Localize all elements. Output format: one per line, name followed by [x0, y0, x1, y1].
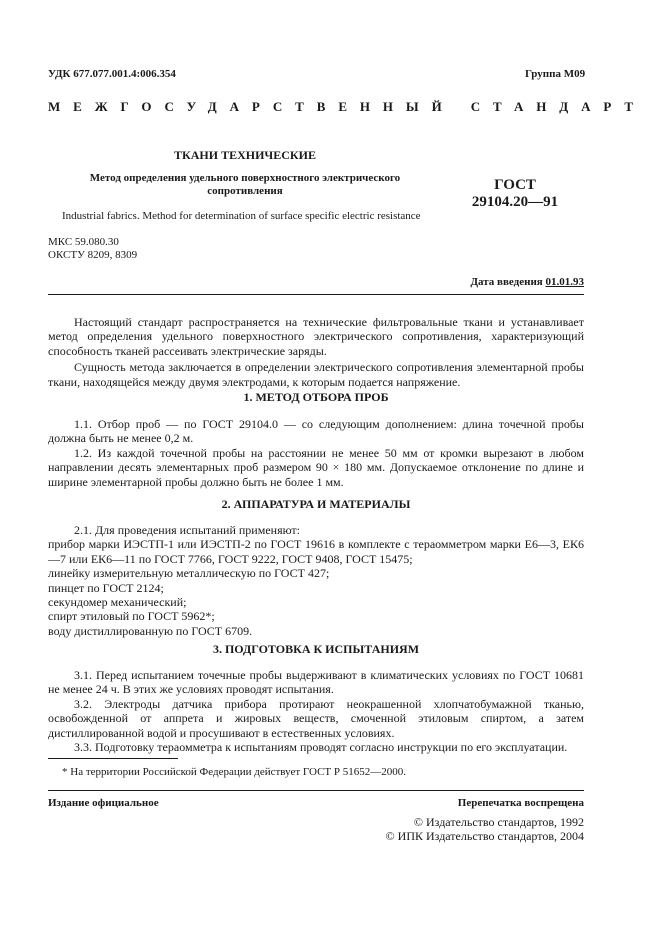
gost-number — [470, 177, 560, 211]
document-title: ТКАНИ ТЕХНИЧЕСКИЕ — [174, 148, 316, 162]
footnote: * На территории Российской Федерации действует ГОСТ Р 51652—2000. — [62, 766, 407, 778]
gost-label-line-1: ГОСТ — [494, 177, 536, 193]
equipment-stopwatch: секундомер механический; — [48, 595, 187, 610]
equipment-tweezers: пинцет по ГОСТ 2124; — [48, 580, 164, 595]
section-3-title: 3. ПОДГОТОВКА К ИСПЫТАНИЯМ — [212, 642, 420, 656]
clause-1-2: 1.2. Из каждой точечной пробы на расстоянии не менее 50 мм от кромки вырезают в любом направлении десять элементарных проб размером 90 × 180 мм. Допускаемое отклонение по длине и ширине элементарной пробы должно быть не более 1 мм. — [48, 445, 584, 489]
section-3-text — [48, 668, 584, 754]
divider-top — [48, 294, 584, 295]
intro-text — [48, 315, 584, 389]
material-distilled-water: воду дистиллированную по ГОСТ 6709. — [48, 623, 253, 638]
udk-code: УДК 677.077.001.4:006.354 — [48, 68, 176, 80]
copyright-2004: © ИПК Издательство стандартов, 2004 — [385, 829, 584, 843]
subtitle-line-1: Метод определения удельного поверхностного электрического — [89, 172, 401, 184]
official-edition-label: Издание официальное — [48, 797, 159, 809]
document-subtitle — [70, 172, 420, 198]
section-2-text — [48, 523, 584, 638]
introduction-date-label: Дата введения — [470, 276, 543, 288]
introduction-date — [400, 275, 584, 289]
equipment-ruler: линейку измерительную металлическую по ГОСТ 427; — [48, 566, 330, 581]
clause-3-2: 3.2. Электроды датчика прибора протирают неокрашенной хлопчатобумажной тканью, освобожденной от аппрета и жировых веществ, смоченной этиловым спиртом, а затем дистиллированной водой и просушивают в естественных условиях. — [48, 696, 584, 740]
copyright-1992: © Издательство стандартов, 1992 — [413, 815, 584, 829]
mks-code: МКС 59.080.30 — [48, 236, 119, 248]
gost-label-line-2: 29104.20—91 — [471, 194, 559, 210]
classification-codes — [48, 236, 137, 262]
intro-paragraph-1: Настоящий стандарт распространяется на технические фильтровальные ткани и устанавливает метод определения удельного поверхностного электрического сопротивления, характеризующий способность тканей рассеивать электрические заряды. — [48, 315, 584, 358]
clause-1-1: 1.1. Отбор проб — по ГОСТ 29104.0 — со следующим дополнением: длина точечной пробы должна быть не менее 0,2 м. — [48, 417, 584, 446]
intro-paragraph-2: Сущность метода заключается в определении электрического сопротивления элементарной пробы ткани, находящейся между двумя электродами, к которым подается напряжение. — [48, 360, 584, 389]
subtitle-line-2: сопротивления — [207, 185, 283, 197]
english-title: Industrial fabrics. Method for determination of surface specific electric resistance — [62, 210, 421, 222]
interstate-standard-heading: МЕЖГОСУДАРСТВЕННЫЙ СТАНДАРТ — [48, 99, 646, 114]
clause-2-1: 2.1. Для проведения испытаний применяют: — [74, 523, 300, 537]
clause-3-3: 3.3. Подготовку тераомметра к испытаниям проводят согласно инструкции по его эксплуатации. — [74, 740, 568, 755]
divider-bottom — [48, 790, 584, 791]
equipment-device: прибор марки ИЭСТП-1 или ИЭСТП-2 по ГОСТ 19616 в комплекте с тераомметром марки Е6—3, ЕК6—7 или ЕК6—11 по ГОСТ 7766, ГОСТ 9222, ГОСТ 9408, ГОСТ 15475; — [48, 537, 584, 566]
footnote-divider — [48, 758, 178, 759]
material-ethanol: спирт этиловый по ГОСТ 5962*; — [48, 609, 215, 624]
group-code: Группа М09 — [525, 68, 586, 80]
introduction-date-value: 01.01.93 — [545, 276, 584, 288]
section-2-title: 2. АППАРАТУРА И МАТЕРИАЛЫ — [221, 497, 411, 511]
reprint-prohibited-label: Перепечатка воспрещена — [457, 797, 584, 809]
clause-3-1: 3.1. Перед испытанием точечные пробы выдерживают в климатических условиях по ГОСТ 10681 не менее 24 ч. В этих же условиях проводят испытания. — [48, 668, 584, 697]
okstu-code: ОКСТУ 8209, 8309 — [48, 249, 138, 261]
section-1-title: 1. МЕТОД ОТБОРА ПРОБ — [243, 390, 389, 404]
section-1-text — [48, 417, 584, 489]
